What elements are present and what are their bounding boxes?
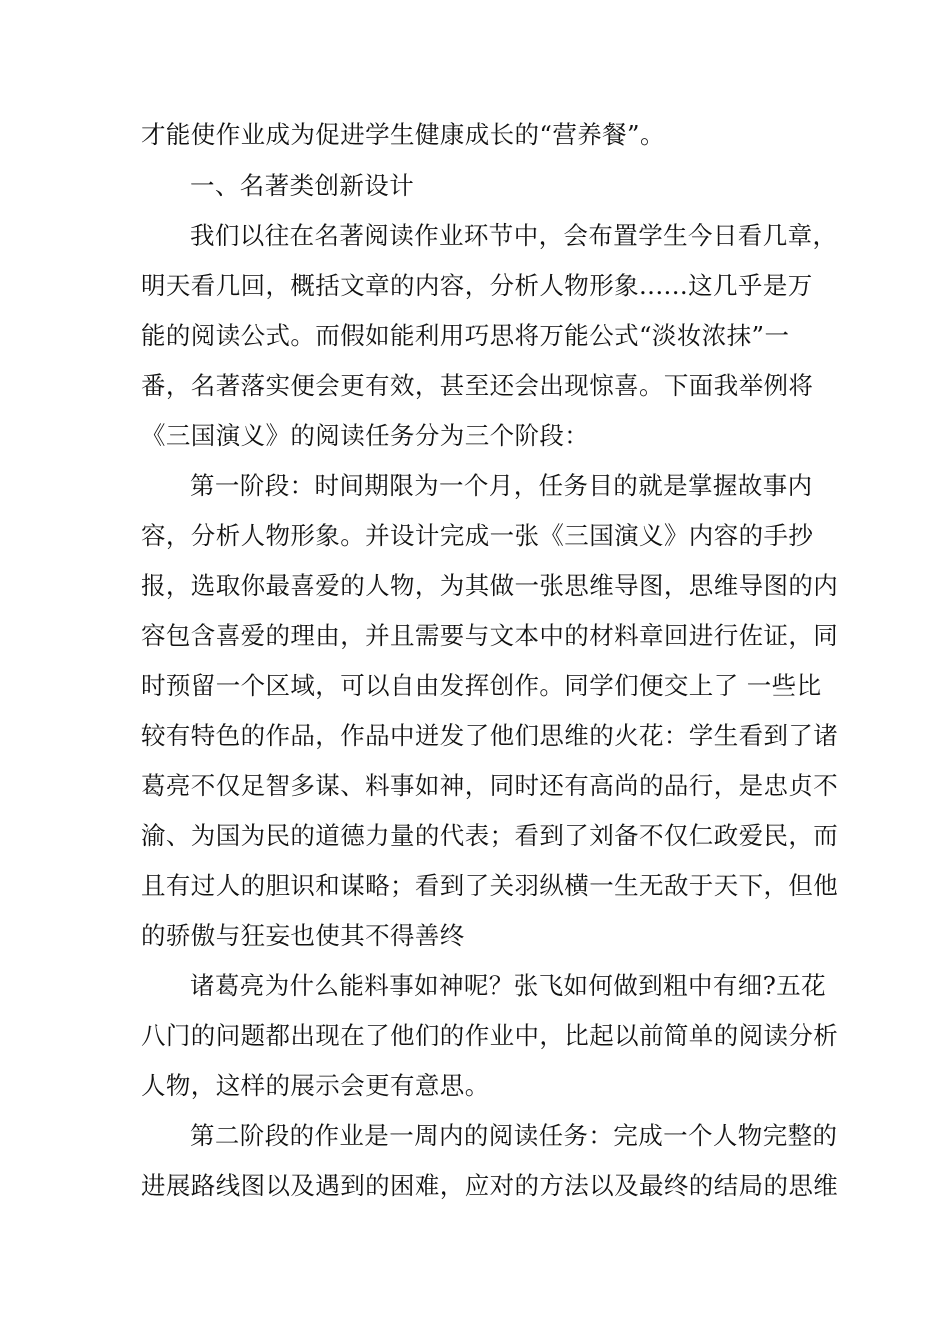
text-line: 的骄傲与狂妄也使其不得善终 (141, 921, 465, 950)
text-line: 诸葛亮为什么能料事如神呢？张飞如何做到粗中有细?五花 (190, 971, 827, 1000)
text-line: 《三国演义》的阅读任务分为三个阶段： (141, 421, 590, 450)
text-line: 八门的问题都出现在了他们的作业中，比起以前简单的阅读分析 (141, 1021, 839, 1050)
text-line: 容包含喜爱的理由，并且需要与文本中的材料章回进行佐证，同 (141, 621, 839, 650)
text-line: 明天看几回，概括文章的内容，分析人物形象......这几乎是万 (141, 271, 813, 300)
section-heading: 一、名著类创新设计 (190, 171, 415, 200)
text-line: 报，选取你最喜爱的人物，为其做一张思维导图，思维导图的内 (141, 571, 839, 600)
text-line: 第二阶段的作业是一周内的阅读任务：完成一个人物完整的 (190, 1121, 838, 1150)
text-line: 能的阅读公式。而假如能利用巧思将万能公式“淡妆浓抹”一 (141, 321, 790, 350)
text-line: 较有特色的作品，作品中迸发了他们思维的火花：学生看到了诸 (141, 721, 839, 750)
text-line: 我们以往在名著阅读作业环节中，会布置学生今日看几章， (190, 221, 838, 250)
text-line: 葛亮不仅足智多谋、料事如神，同时还有高尚的品行，是忠贞不 (141, 771, 839, 800)
text-line: 容，分析人物形象。并设计完成一张《三国演义》内容的手抄 (141, 521, 814, 550)
text-line: 时预留一个区域，可以自由发挥创作。同学们便交上了 一些比 (141, 671, 822, 700)
text-line: 才能使作业成为促进学生健康成长的“营养餐”。 (141, 120, 665, 149)
text-line: 且有过人的胆识和谋略；看到了关羽纵横一生无敌于天下，但他 (141, 871, 839, 900)
text-line: 人物，这样的展示会更有意思。 (141, 1071, 490, 1100)
text-line: 渝、为国为民的道德力量的代表；看到了刘备不仅仁政爱民，而 (141, 821, 839, 850)
text-line: 进展路线图以及遇到的困难，应对的方法以及最终的结局的思维 (141, 1171, 839, 1200)
text-line: 第一阶段：时间期限为一个月，任务目的就是掌握故事内 (190, 471, 813, 500)
text-line: 番，名著落实便会更有效，甚至还会出现惊喜。下面我举例将 (141, 371, 814, 400)
